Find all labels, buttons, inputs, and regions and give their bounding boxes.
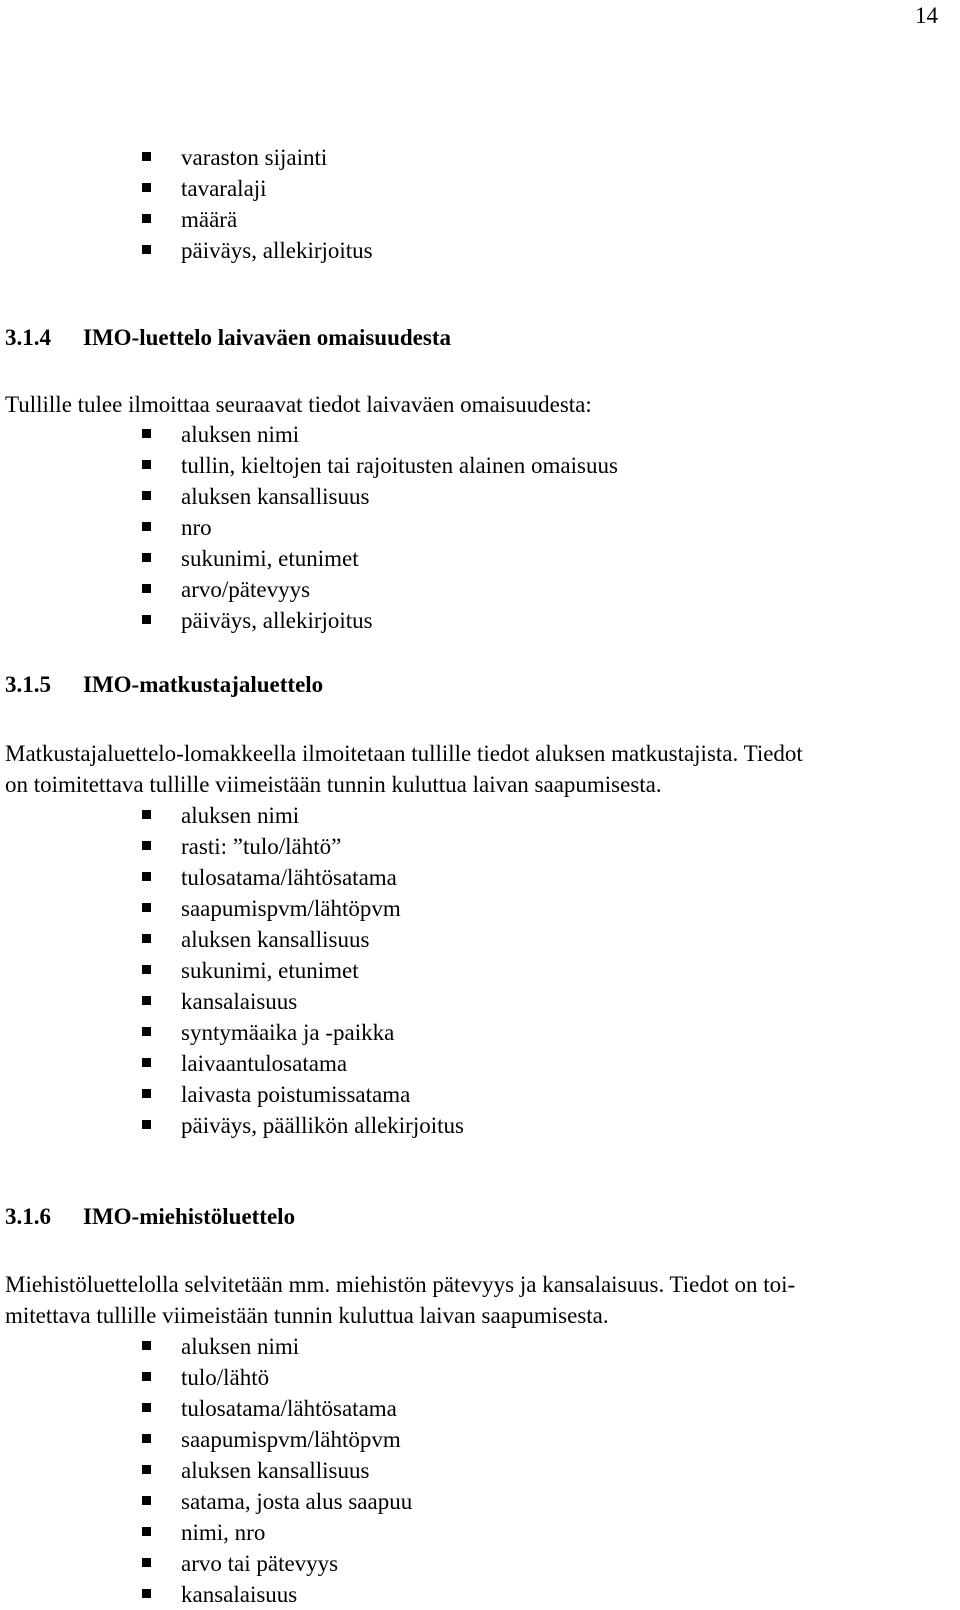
- square-bullet-icon: [142, 245, 151, 254]
- passenger-list: [142, 800, 464, 1141]
- list-item: nimi, nro: [142, 1517, 412, 1548]
- square-bullet-icon: [142, 1496, 151, 1505]
- square-bullet-icon: [142, 1120, 151, 1129]
- square-bullet-icon: [142, 522, 151, 531]
- list-item: sukunimi, etunimet: [142, 543, 618, 574]
- square-bullet-icon: [142, 1089, 151, 1098]
- square-bullet-icon: [142, 183, 151, 192]
- list-item: satama, josta alus saapuu: [142, 1486, 412, 1517]
- square-bullet-icon: [142, 996, 151, 1005]
- section-heading-3-1-6: [5, 1201, 295, 1232]
- square-bullet-icon: [142, 615, 151, 624]
- square-bullet-icon: [142, 152, 151, 161]
- list-item: aluksen kansallisuus: [142, 924, 464, 955]
- square-bullet-icon: [142, 1589, 151, 1598]
- list-item: aluksen nimi: [142, 800, 464, 831]
- square-bullet-icon: [142, 1058, 151, 1067]
- list-item: laivasta poistumissatama: [142, 1079, 464, 1110]
- list-item: sukunimi, etunimet: [142, 955, 464, 986]
- list-item: laivaantulosatama: [142, 1048, 464, 1079]
- square-bullet-icon: [142, 214, 151, 223]
- section-paragraph-line: mitettava tullille viimeistään tunnin kuluttua laivan saapumisesta.: [5, 1303, 609, 1328]
- crew-property-list: [142, 419, 618, 636]
- square-bullet-icon: [142, 584, 151, 593]
- list-item: aluksen kansallisuus: [142, 1455, 412, 1486]
- list-item: aluksen nimi: [142, 419, 618, 450]
- list-item: aluksen nimi: [142, 1331, 412, 1362]
- list-item: aluksen kansallisuus: [142, 481, 618, 512]
- square-bullet-icon: [142, 491, 151, 500]
- square-bullet-icon: [142, 1527, 151, 1536]
- square-bullet-icon: [142, 1465, 151, 1474]
- square-bullet-icon: [142, 965, 151, 974]
- list-item: tavaralaji: [142, 173, 373, 204]
- square-bullet-icon: [142, 903, 151, 912]
- square-bullet-icon: [142, 1372, 151, 1381]
- square-bullet-icon: [142, 934, 151, 943]
- section-number: 3.1.5: [5, 672, 51, 697]
- list-item: arvo tai pätevyys: [142, 1548, 412, 1579]
- square-bullet-icon: [142, 1434, 151, 1443]
- square-bullet-icon: [142, 1403, 151, 1412]
- square-bullet-icon: [142, 553, 151, 562]
- list-item: saapumispvm/lähtöpvm: [142, 893, 464, 924]
- square-bullet-icon: [142, 841, 151, 850]
- square-bullet-icon: [142, 1027, 151, 1036]
- list-item: päiväys, allekirjoitus: [142, 235, 373, 266]
- list-item: tulosatama/lähtösatama: [142, 862, 464, 893]
- section-number: 3.1.6: [5, 1204, 51, 1229]
- list-item: tulo/lähtö: [142, 1362, 412, 1393]
- list-item: tulosatama/lähtösatama: [142, 1393, 412, 1424]
- square-bullet-icon: [142, 1558, 151, 1567]
- list-item: määrä: [142, 204, 373, 235]
- section-paragraph-line: Matkustajaluettelo-lomakkeella ilmoitetaan tullille tiedot aluksen matkustajista. Tiedot: [5, 741, 803, 766]
- list-item: kansalaisuus: [142, 986, 464, 1017]
- square-bullet-icon: [142, 872, 151, 881]
- page-number: 14: [915, 3, 938, 28]
- list-item: päiväys, päällikön allekirjoitus: [142, 1110, 464, 1141]
- square-bullet-icon: [142, 460, 151, 469]
- list-item: varaston sijainti: [142, 142, 373, 173]
- section-title: IMO-matkustajaluettelo: [83, 672, 324, 697]
- section-number: 3.1.4: [5, 325, 51, 350]
- storage-list: [142, 142, 373, 266]
- section-heading-3-1-5: [5, 669, 323, 700]
- list-item: rasti: ”tulo/lähtö”: [142, 831, 464, 862]
- square-bullet-icon: [142, 1341, 151, 1350]
- square-bullet-icon: [142, 810, 151, 819]
- list-item: päiväys, allekirjoitus: [142, 605, 618, 636]
- list-item: kansalaisuus: [142, 1579, 412, 1610]
- section-paragraph-line: Miehistöluettelolla selvitetään mm. miehistön pätevyys ja kansalaisuus. Tiedot on toi-: [5, 1272, 796, 1297]
- crew-list: [142, 1331, 412, 1610]
- section-intro: Tullille tulee ilmoittaa seuraavat tiedot laivaväen omaisuudesta:: [5, 392, 592, 417]
- section-paragraph-line: on toimitettava tullille viimeistään tunnin kuluttua laivan saapumisesta.: [5, 772, 662, 797]
- section-title: IMO-miehistöluettelo: [83, 1204, 296, 1229]
- list-item: saapumispvm/lähtöpvm: [142, 1424, 412, 1455]
- list-item: arvo/pätevyys: [142, 574, 618, 605]
- square-bullet-icon: [142, 429, 151, 438]
- list-item: syntymäaika ja -paikka: [142, 1017, 464, 1048]
- section-title: IMO-luettelo laivaväen omaisuudesta: [83, 325, 451, 350]
- list-item: tullin, kieltojen tai rajoitusten alainen omaisuus: [142, 450, 618, 481]
- section-heading-3-1-4: [5, 322, 451, 353]
- list-item: nro: [142, 512, 618, 543]
